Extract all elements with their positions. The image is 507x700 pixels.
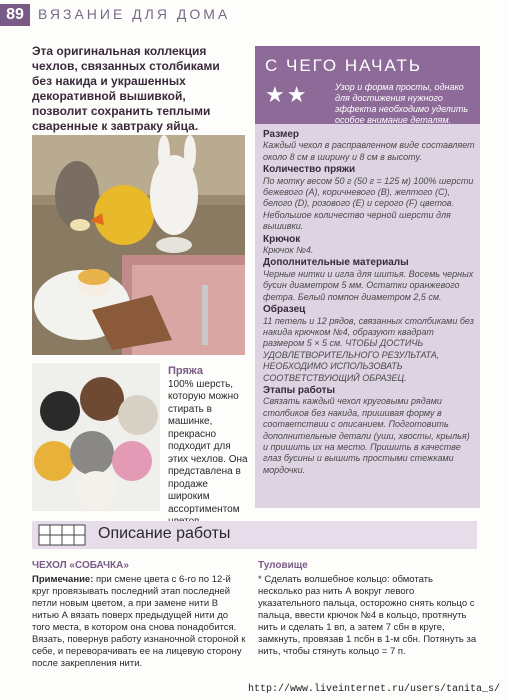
- dog-cosy-column: [32, 560, 247, 670]
- note-text: при смене цвета с 6-го по 12-й круг провязывать последний этап последней петли новым цветом, а при замене нити В нитью А вязать поверх предыдущей нити до того места, в котором она снова понадобится. Вязать, повернув работу изнаночной стороной к себе, и переворачивать ее на лицевую сторону после закрепления нити.: [32, 574, 246, 669]
- getting-started-sidebar: [255, 46, 480, 508]
- sidebar-header: [255, 46, 480, 124]
- section-size-title: Размер: [263, 129, 300, 140]
- difficulty-stars-icon: ★★: [265, 82, 309, 107]
- section-steps-text: Связать каждый чехол круговыми рядами столбиков без накида, пришивая форму в соответствии с описанием. Подготовить дополнительные детали (уши, хвосты, крылья) и пришить их на место. Пришить в качестве глаз бусины и вышить простыми стежками мордочки.: [263, 396, 470, 475]
- page-number: 89: [0, 4, 30, 26]
- instructions-title: Описание работы: [98, 525, 231, 542]
- body-column: [258, 560, 478, 658]
- sidebar-sections: [263, 128, 475, 476]
- section-hook-text: Крючок №4.: [263, 245, 314, 256]
- intro-text: Эта оригинальная коллекция чехлов, связанных столбиками без накида и украшенных декоративной вышивкой, позволит сохранить теплыми сваренные к завтраку яйца.: [32, 44, 220, 133]
- sidebar-intro: Узор и форма просты, однако для достижения нужного эффекта необходимо уделить особое внимание деталям.: [335, 82, 469, 125]
- section-steps-title: Этапы работы: [263, 384, 336, 396]
- section-size-text: Каждый чехол в расправленном виде составляет около 8 см в ширину и 8 см в высоту.: [263, 140, 475, 162]
- section-gauge-text: 11 петель и 12 рядов, связанных столбиками без накида крючком №4, образуют квадрат размером 5 × 5 см. ЧТОБЫ ДОСТИЧЬ УДОВЛЕТВОРИТЕЛЬНОГО РЕЗУЛЬТАТА, НЕОБХОДИМО ИСПОЛЬЗОВАТЬ СООТВЕТСТВУЮЩИЙ ОБРАЗЕЦ.: [263, 315, 474, 383]
- section-gauge-title: Образец: [263, 304, 306, 316]
- yarn-balls-photo: [32, 363, 160, 511]
- section-materials-text: Черные нитки и игла для шитья. Восемь черных бусин диаметром 5 мм. Остатки оранжевого фетра. Белый помпон диаметром 2,5 см.: [263, 268, 474, 302]
- section-title: ВЯЗАНИЕ ДЛЯ ДОМА: [38, 6, 231, 22]
- section-yarn-amount-text: По мотку весом 50 г (50 г = 125 м) 100% шерсти бежевого (A), коричневого (B), желтого (C), белого (D), розового (E) и серого (F) цветов. Небольшое количество черной шерсти для вышивки.: [263, 175, 474, 232]
- yarn-title: Пряжа: [168, 365, 203, 377]
- egg-cosies-photo: [32, 135, 245, 355]
- yarn-info: [168, 365, 248, 529]
- dog-cosy-note: [32, 574, 247, 670]
- dog-cosy-heading: ЧЕХОЛ «СОБАЧКА»: [32, 560, 129, 571]
- body-heading: Туловище: [258, 560, 308, 571]
- section-materials-title: Дополнительные материалы: [263, 257, 409, 269]
- page-header: [0, 0, 507, 28]
- body-text: * Сделать волшебное кольцо: обмотать несколько раз нить А вокруг левого указательного пальца, осторожно снять кольцо с пальца, ввести крючок №4 в кольцо, протянуть нить и сделать 1 вп, а затем 7 сбн в круге, замкнуть, провязав 1 псбн в 1-м сбн. Потянуть за нить, чтобы стянуть кольцо = 7 п.: [258, 574, 477, 657]
- yarn-description: 100% шерсть, которую можно стирать в машинке, прекрасно подходит для этих чехлов. Она представлена в продаже широким ассортиментом: [168, 378, 248, 515]
- sidebar-title: С ЧЕГО НАЧАТЬ: [265, 56, 423, 75]
- section-yarn-amount-title: Количество пряжи: [263, 164, 356, 176]
- instructions-band: [32, 521, 477, 549]
- section-hook-title: Крючок: [263, 233, 301, 245]
- source-url: http://www.liveinternet.ru/users/tanita_s/: [248, 684, 501, 695]
- note-label: Примечание:: [32, 574, 94, 585]
- chart-grid-icon: [38, 524, 86, 546]
